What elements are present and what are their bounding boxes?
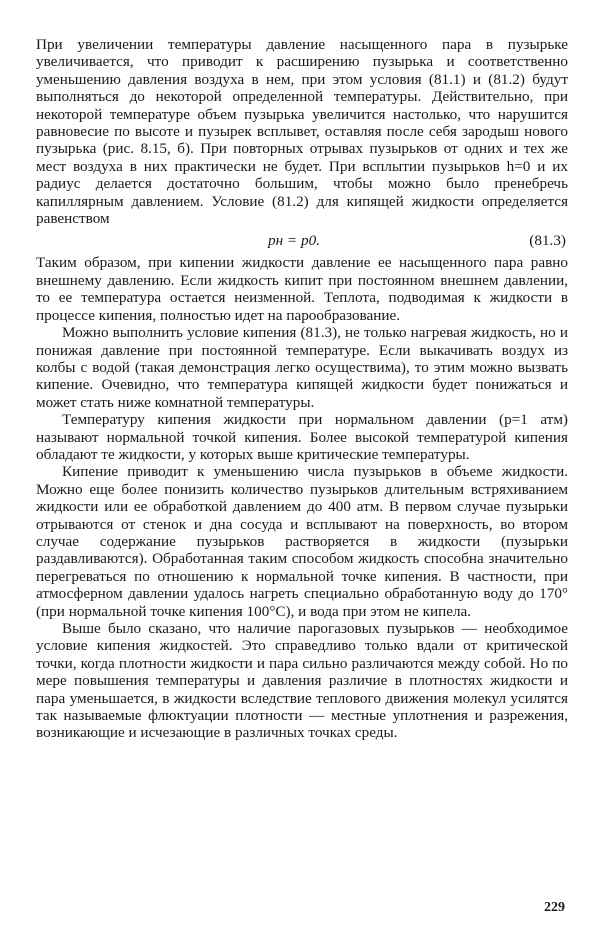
equation-row — [36, 230, 568, 252]
paragraph-5: Кипение приводит к уменьшению числа пузырьков в объеме жидкости. Можно еще более понизить количество пузырьков длительным встряхиванием жидкости или ее обработкой давлением до 400 атм. В первом случае пузырьки отрываются от стенок и дна сосуда и всплывают на поверхность, во втором случае содержание пузырьков растворяется в жидкости (пузырьки раздавливаются). Обработанная таким способом жидкость способна значительно перегреваться по отношению к нормальной точке кипения. В частности, при атмосферном давлении удалось нагреть специально обработанную воду до 170° (при нормальной точке кипения 100°C), и вода при этом не кипела. — [36, 463, 568, 620]
equation-number: (81.3) — [529, 232, 566, 250]
equation-formula: pн = p0. — [268, 232, 320, 250]
paragraph-3: Можно выполнить условие кипения (81.3), не только нагревая жидкость, но и понижая давление при постоянной температуре. Если выкачивать воздух из колбы с водой (такая демонстрация легко осуществима), то этим можно вызвать кипение. Очевидно, что температура кипящей жидкости будет понижаться и может стать ниже комнатной температуры. — [36, 324, 568, 411]
paragraph-1: При увеличении температуры давление насыщенного пара в пузырьке увеличивается, что приводит к расширению пузырька и соответственно уменьшению давления воздуха в нем, при этом условия (81.1) и (81.2) будут выполняться до некоторой определенной температуры. Действительно, при некоторой температуре объем пузырька увеличится настолько, что нарушится равновесие по высоте и пузырек всплывет, оставляя после себя зародыш нового пузырька (рис. 8.15, б). При повторных отрывах пузырьков от одних и тех же мест воздуха в них практически не будет. При всплытии пузырьков h=0 и их радиус делается достаточно большим, чтобы можно было пренебречь капиллярным давлением. Условие (81.2) для кипящей жидкости определяется равенством — [36, 36, 568, 228]
page-number: 229 — [544, 900, 565, 915]
paragraph-6: Выше было сказано, что наличие парогазовых пузырьков — необходимое условие кипения жидкостей. Это справедливо только вдали от критической точки, когда плотности жидкости и пара сильно различаются между собой. Но по мере повышения температуры и давления различие в плотностях жидкости и пара уменьшается, в жидкости вследствие теплового движения молекул усилятся так называемые флюктуации плотности — местные уплотнения и разрежения, возникающие и исчезающие в различных точках среды. — [36, 620, 568, 742]
page-content — [36, 36, 568, 926]
paragraph-2: Таким образом, при кипении жидкости давление ее насыщенного пара равно внешнему давлению. Если жидкость кипит при постоянном внешнем давлении, то ее температура остается неизменной. Теплота, подводимая к жидкости в процессе кипения, полностью идет на парообразование. — [36, 254, 568, 324]
paragraph-4: Температуру кипения жидкости при нормальном давлении (p=1 атм) называют нормальной точкой кипения. Более высокой температурой кипения обладают те жидкости, у которых выше критические температуры. — [36, 411, 568, 463]
